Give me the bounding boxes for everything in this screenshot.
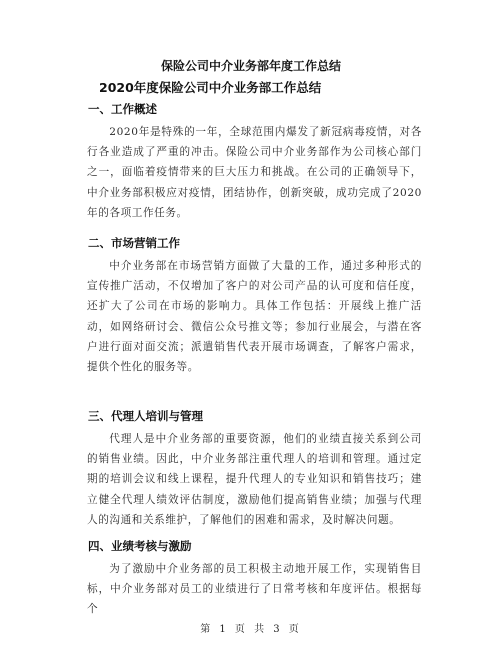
section-heading: 一、工作概述 [88,102,157,116]
section-paragraph: 代理人是中介业务部的重要资源，他们的业绩直接关系到公司的销售业绩。因此，中介业务部注重代理人的培训和管理。通过定期的培训会议和线上课程，提升代理人的专业知识和销售技巧；建立健全代理人绩效评估制度，激励他们提高销售业绩；加强与代理人的沟通和关系维护，了解他们的困难和需求，及时解决问题。 [87,433,422,526]
section-heading: 三、代理人培训与管理 [88,409,203,423]
section-agent-training [87,408,422,530]
section-overview [87,101,422,223]
document-subtitle: 2020年度保险公司中介业务部工作总结 [99,80,322,95]
section-performance [87,538,422,620]
section-paragraph: 中介业务部在市场营销方面做了大量的工作，通过多种形式的宣传推广活动，不仅增加了客户的对公司产品的认可度和信任度，还扩大了公司在市场的影响力。具体工作包括：开展线上推广活动，如网络研讨会、微信公众号推文等；参加行业展会，与潜在客户进行面对面交流；派遣销售代表开展市场调查，了解客户需求，提供个性化的服务等。 [87,260,422,374]
document-title: 保险公司中介业务部年度工作总结 [160,59,341,73]
section-heading: 四、业绩考核与激励 [88,539,192,553]
section-paragraph: 为了激励中介业务部的员工积极主动地开展工作，实现销售目标，中介业务部对员工的业绩进行了日常考核和年度评估。根据每个 [87,563,422,616]
section-marketing [87,235,422,377]
section-paragraph: 2020年是特殊的一年，全球范围内爆发了新冠病毒疫情，对各行各业造成了严重的冲击。保险公司中介业务部作为公司核心部门之一，面临着疫情带来的巨大压力和挑战。在公司的正确领导下，中介业务部积极应对疫情，团结协作，创新突破，成功完成了2020年的各项工作任务。 [87,126,422,219]
page-number: 第 1 页 共 3 页 [200,624,302,635]
section-heading: 二、市场营销工作 [88,236,180,250]
